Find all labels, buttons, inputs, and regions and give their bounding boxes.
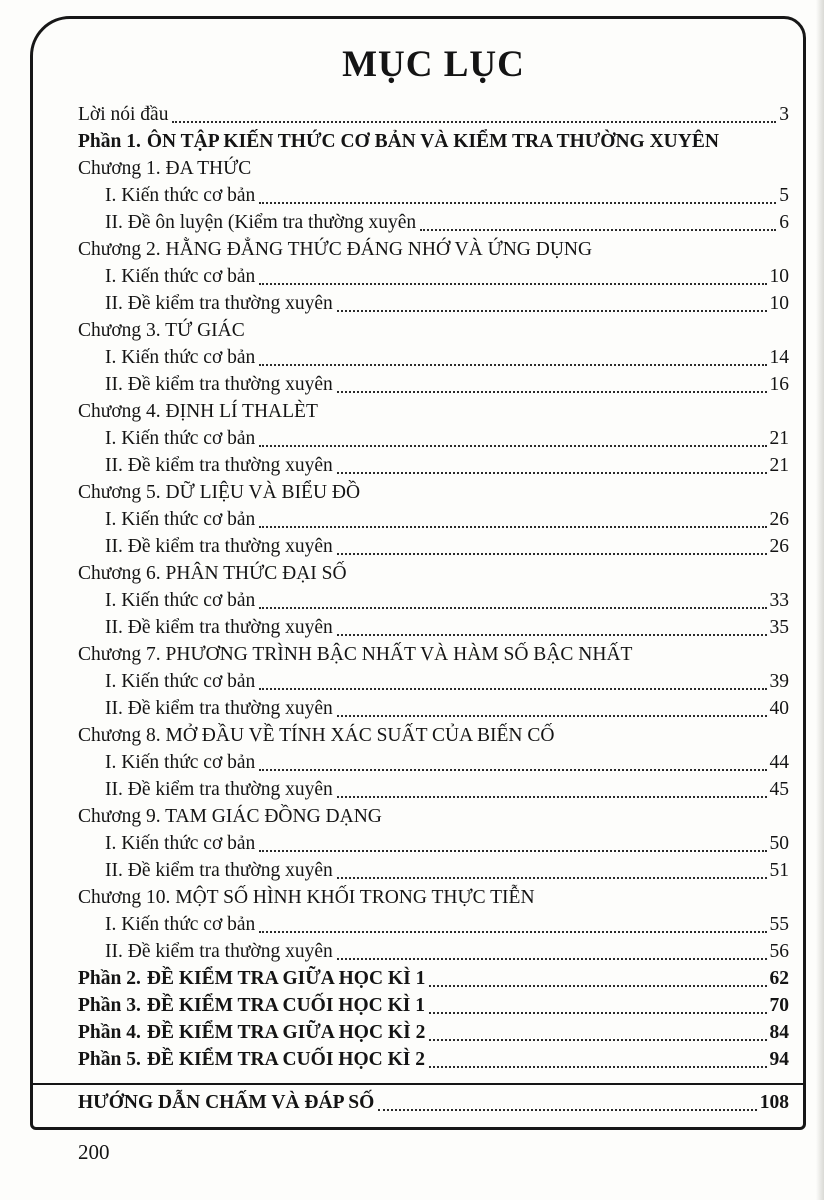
toc-page-number: 51 [769, 860, 789, 881]
toc-entry-prefix: Phần 2. [78, 968, 141, 989]
toc-page-number: 35 [769, 617, 789, 638]
toc-page-number: 45 [769, 779, 789, 800]
dot-leader [259, 931, 766, 933]
toc-row [78, 776, 789, 803]
toc-row [78, 236, 789, 263]
toc-row [78, 1046, 789, 1073]
toc-entry-label: II. Đề ôn luyện (Kiểm tra thường xuyên [105, 212, 417, 233]
dot-leader [337, 877, 767, 879]
toc-entry-label: Chương 3. TỨ GIÁC [78, 320, 245, 341]
toc-entry-label: II. Đề kiểm tra thường xuyên [105, 779, 333, 800]
toc-entry-label: II. Đề kiểm tra thường xuyên [105, 536, 333, 557]
toc-row [78, 371, 789, 398]
toc-entry-label: Chương 10. MỘT SỐ HÌNH KHỐI TRONG THỰC TIỄN [78, 887, 535, 908]
toc-row [78, 587, 789, 614]
toc-entry-label: Chương 6. PHÂN THỨC ĐẠI SỐ [78, 563, 347, 584]
toc-entry-label: ĐỀ KIỂM TRA CUỐI HỌC KÌ 1 [146, 995, 425, 1016]
toc-row [78, 803, 789, 830]
toc-entry-label: Chương 5. DỮ LIỆU VÀ BIỂU ĐỒ [78, 482, 361, 503]
toc-page-number: 50 [769, 833, 789, 854]
toc-row [78, 857, 789, 884]
page-number: 200 [78, 1140, 110, 1164]
dot-leader [337, 958, 767, 960]
toc-row [78, 722, 789, 749]
toc-page-number: 26 [769, 509, 789, 530]
dot-leader [378, 1109, 756, 1111]
dot-leader [259, 526, 766, 528]
toc-page-number: 44 [769, 752, 789, 773]
toc-row [78, 884, 789, 911]
dot-leader [420, 229, 776, 231]
toc-page-number: 70 [769, 995, 789, 1016]
toc-row [78, 965, 789, 992]
dot-leader [429, 985, 766, 987]
dot-leader [259, 850, 766, 852]
toc-row [78, 911, 789, 938]
toc-page-number: 14 [769, 347, 789, 368]
toc-entry-label: II. Đề kiểm tra thường xuyên [105, 617, 333, 638]
toc-entry-label: HƯỚNG DẪN CHẤM VÀ ĐÁP SỐ [78, 1092, 375, 1113]
toc-page-number: 55 [769, 914, 789, 935]
toc-entry-label: II. Đề kiểm tra thường xuyên [105, 455, 333, 476]
dot-leader [337, 310, 767, 312]
toc-page-number: 33 [769, 590, 789, 611]
page-frame [30, 16, 806, 1130]
toc-row [78, 506, 789, 533]
toc-entry-label: ÔN TẬP KIẾN THỨC CƠ BẢN VÀ KIỂM TRA THƯỜNG XUYÊN [146, 131, 719, 152]
toc-row [78, 317, 789, 344]
toc-entry-label: I. Kiến thức cơ bản [105, 914, 256, 935]
toc-row [78, 290, 789, 317]
toc-entry-label: II. Đề kiểm tra thường xuyên [105, 374, 333, 395]
toc-row [78, 209, 789, 236]
toc-page-number: 5 [779, 185, 789, 206]
toc-row [78, 452, 789, 479]
dot-leader [337, 391, 767, 393]
toc-page-number: 108 [759, 1092, 789, 1113]
dot-leader [337, 634, 767, 636]
toc-entry-label: II. Đề kiểm tra thường xuyên [105, 293, 333, 314]
toc-entry-label: I. Kiến thức cơ bản [105, 752, 256, 773]
dot-leader [429, 1039, 766, 1041]
dot-leader [337, 715, 767, 717]
toc-entry-prefix: Phần 4. [78, 1022, 141, 1043]
page-title: MỤC LỤC [342, 44, 525, 85]
toc-entry-label: Chương 9. TAM GIÁC ĐỒNG DẠNG [78, 806, 382, 827]
toc-row [78, 830, 789, 857]
toc-page-number: 3 [779, 104, 789, 125]
dot-leader [429, 1066, 767, 1068]
toc-page-number: 16 [769, 374, 789, 395]
toc-entry-label: Chương 8. MỞ ĐẦU VỀ TÍNH XÁC SUẤT CỦA BIẾN CỐ [78, 725, 555, 746]
toc-row [78, 992, 789, 1019]
toc-entry-label: Chương 4. ĐỊNH LÍ THALÈT [78, 401, 318, 422]
toc-entry-label: I. Kiến thức cơ bản [105, 671, 256, 692]
toc-page-number: 10 [769, 266, 789, 287]
toc-entry-label: Chương 7. PHƯƠNG TRÌNH BẬC NHẤT VÀ HÀM SỐ BẬC NHẤT [78, 644, 633, 665]
toc-row [78, 560, 789, 587]
dot-leader [259, 283, 766, 285]
toc-row [78, 263, 789, 290]
dot-leader [337, 796, 767, 798]
toc-list [78, 101, 789, 1121]
toc-row [78, 749, 789, 776]
toc-entry-label: I. Kiến thức cơ bản [105, 833, 256, 854]
toc-row [78, 614, 789, 641]
toc-entry-label: Chương 1. ĐA THỨC [78, 158, 252, 179]
toc-entry-label: I. Kiến thức cơ bản [105, 266, 256, 287]
dot-leader [259, 607, 766, 609]
toc-row [33, 1083, 803, 1121]
toc-row [78, 425, 789, 452]
toc-entry-label: II. Đề kiểm tra thường xuyên [105, 698, 333, 719]
toc-entry-label: I. Kiến thức cơ bản [105, 347, 256, 368]
toc-entry-label: I. Kiến thức cơ bản [105, 428, 256, 449]
toc-row [78, 128, 789, 155]
toc-row [78, 641, 789, 668]
toc-page-number: 21 [769, 455, 789, 476]
toc-entry-label: ĐỀ KIỂM TRA GIỮA HỌC KÌ 1 [146, 968, 426, 989]
toc-page-number: 40 [769, 698, 789, 719]
dot-leader [259, 769, 766, 771]
toc-row [78, 533, 789, 560]
dot-leader [337, 553, 767, 555]
dot-leader [172, 121, 776, 123]
toc-entry-prefix: Phần 3. [78, 995, 141, 1016]
dot-leader [259, 688, 766, 690]
toc-page-number: 94 [769, 1049, 789, 1070]
toc-entry-label: II. Đề kiểm tra thường xuyên [105, 860, 333, 881]
toc-row [78, 182, 789, 209]
toc-entry-label: I. Kiến thức cơ bản [105, 590, 256, 611]
toc-entry-label: I. Kiến thức cơ bản [105, 185, 256, 206]
toc-entry-prefix: Phần 5. [78, 1049, 141, 1070]
toc-row [78, 938, 789, 965]
toc-page-number: 10 [769, 293, 789, 314]
dot-leader [259, 364, 766, 366]
toc-page-number: 62 [769, 968, 789, 989]
toc-row [78, 398, 789, 425]
toc-row [78, 101, 789, 128]
toc-row [78, 479, 789, 506]
toc-row [78, 155, 789, 182]
dot-leader [259, 445, 766, 447]
toc-row [78, 695, 789, 722]
toc-entry-label: ĐỀ KIỂM TRA GIỮA HỌC KÌ 2 [146, 1022, 426, 1043]
toc-entry-label: II. Đề kiểm tra thường xuyên [105, 941, 333, 962]
toc-page-number: 26 [769, 536, 789, 557]
toc-page-number: 84 [769, 1022, 789, 1043]
toc-row [78, 1019, 789, 1046]
dot-leader [259, 202, 776, 204]
dot-leader [429, 1012, 767, 1014]
toc-page-number: 39 [769, 671, 789, 692]
toc-page-number: 21 [769, 428, 789, 449]
toc-page-number: 56 [769, 941, 789, 962]
toc-entry-label: Lời nói đầu [78, 104, 169, 125]
dot-leader [337, 472, 767, 474]
toc-row [78, 668, 789, 695]
toc-entry-label: I. Kiến thức cơ bản [105, 509, 256, 530]
toc-entry-prefix: Phần 1. [78, 131, 141, 152]
toc-entry-label: Chương 2. HẰNG ĐẲNG THỨC ĐÁNG NHỚ VÀ ỨNG DỤNG [78, 239, 593, 260]
toc-entry-label: ĐỀ KIỂM TRA CUỐI HỌC KÌ 2 [146, 1049, 425, 1070]
toc-row [78, 344, 789, 371]
toc-page-number: 6 [779, 212, 789, 233]
